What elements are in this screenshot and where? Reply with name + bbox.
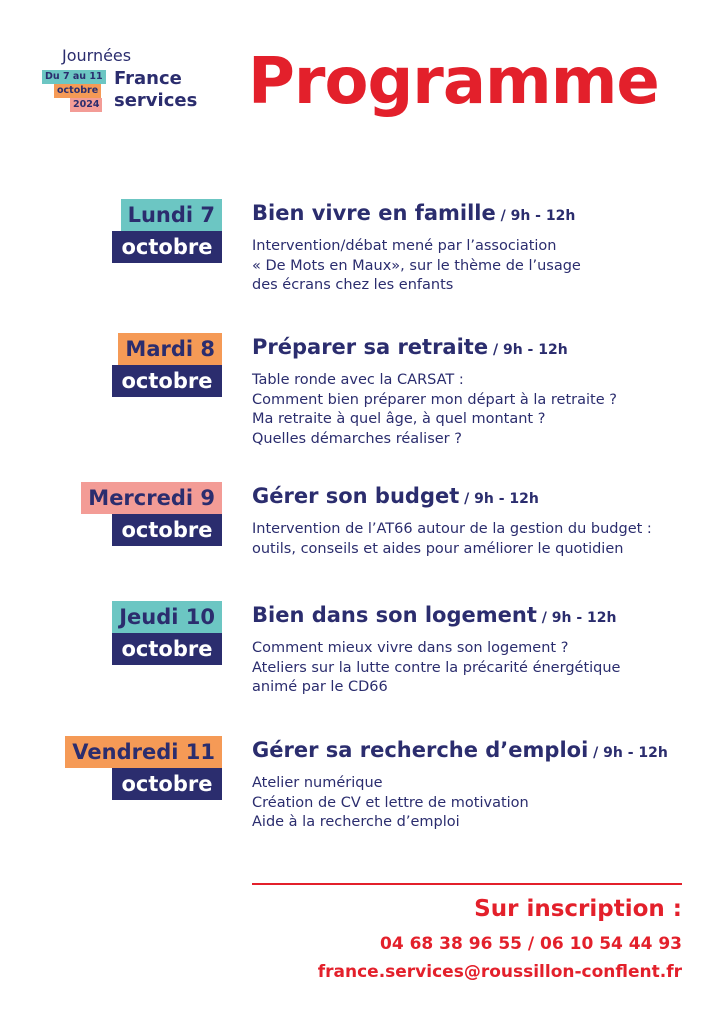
page-title: Programme — [248, 45, 659, 119]
contact-phones: 04 68 38 96 55 / 06 10 54 44 93 — [380, 934, 682, 954]
event-time: / 9h - 12h — [495, 208, 576, 224]
event-title-text: Bien vivre en famille — [252, 201, 496, 225]
event-desc-line: Comment mieux vivre dans son logement ? — [252, 640, 569, 656]
event-desc-line: Intervention de l’AT66 autour de la gestion du budget : — [252, 521, 652, 537]
event-desc-line: « De Mots en Maux», sur le thème de l’usage — [252, 257, 581, 274]
event-description — [252, 520, 702, 559]
event-desc-line: outils, conseils et aides pour améliorer le quotidien — [252, 540, 624, 557]
event-day-label: Mardi 8 — [118, 333, 222, 365]
contact-email: france.services@roussillon-conflent.fr — [317, 962, 682, 982]
event-desc-line: Table ronde avec la CARSAT : — [252, 372, 464, 388]
event-month-label: octobre — [112, 231, 222, 263]
france-services-logo — [42, 46, 212, 118]
event-title — [252, 738, 668, 762]
event-desc-line: Comment bien préparer mon départ à la retraite ? — [252, 391, 617, 408]
event-time: / 9h - 12h — [459, 491, 539, 507]
logo-badge-dates: Du 7 au 11 — [42, 70, 106, 84]
logo-france: France — [114, 68, 182, 89]
event-month-label: octobre — [112, 633, 222, 665]
event-description — [252, 774, 702, 833]
logo-badge-month: octobre — [54, 84, 101, 98]
event-day-label: Jeudi 10 — [112, 601, 222, 633]
registration-heading: Sur inscription : — [474, 896, 682, 922]
event-time: / 9h - 12h — [588, 745, 668, 761]
logo-services: services — [114, 90, 198, 111]
event-desc-line: Atelier numérique — [252, 775, 383, 791]
event-description — [252, 371, 702, 449]
event-description — [252, 639, 702, 698]
event-day-label: Vendredi 11 — [65, 736, 222, 768]
event-desc-line: Ateliers sur la lutte contre la précarité énergétique — [252, 659, 621, 676]
event-title-text: Gérer sa recherche d’emploi — [252, 738, 589, 762]
event-time: / 9h - 12h — [488, 342, 568, 358]
event-month-label: octobre — [112, 514, 222, 546]
event-desc-line: animé par le CD66 — [252, 679, 388, 695]
event-day-label: Lundi 7 — [121, 199, 222, 231]
event-title — [252, 201, 575, 225]
event-desc-line: Quelles démarches réaliser ? — [252, 430, 462, 447]
event-title — [252, 335, 568, 359]
event-desc-line: Création de CV et lettre de motivation — [252, 794, 529, 811]
event-title — [252, 484, 539, 508]
footer-divider — [252, 883, 682, 885]
event-month-label: octobre — [112, 365, 222, 397]
logo-badge-year: 2024 — [70, 98, 102, 112]
logo-france-services — [114, 68, 197, 112]
logo-journees: Journées — [62, 46, 132, 65]
event-title — [252, 603, 616, 627]
event-title-text: Bien dans son logement — [252, 603, 537, 627]
event-desc-line: Intervention/débat mené par l’association — [252, 238, 557, 254]
event-title-text: Préparer sa retraite — [252, 335, 489, 359]
event-description — [252, 237, 702, 296]
event-time: / 9h - 12h — [536, 610, 617, 626]
event-title-text: Gérer son budget — [252, 484, 460, 508]
event-month-label: octobre — [112, 768, 222, 800]
event-desc-line: Ma retraite à quel âge, à quel montant ? — [252, 411, 546, 427]
event-desc-line: Aide à la recherche d’emploi — [252, 814, 460, 830]
event-day-label: Mercredi 9 — [81, 482, 222, 514]
event-desc-line: des écrans chez les enfants — [252, 277, 454, 293]
